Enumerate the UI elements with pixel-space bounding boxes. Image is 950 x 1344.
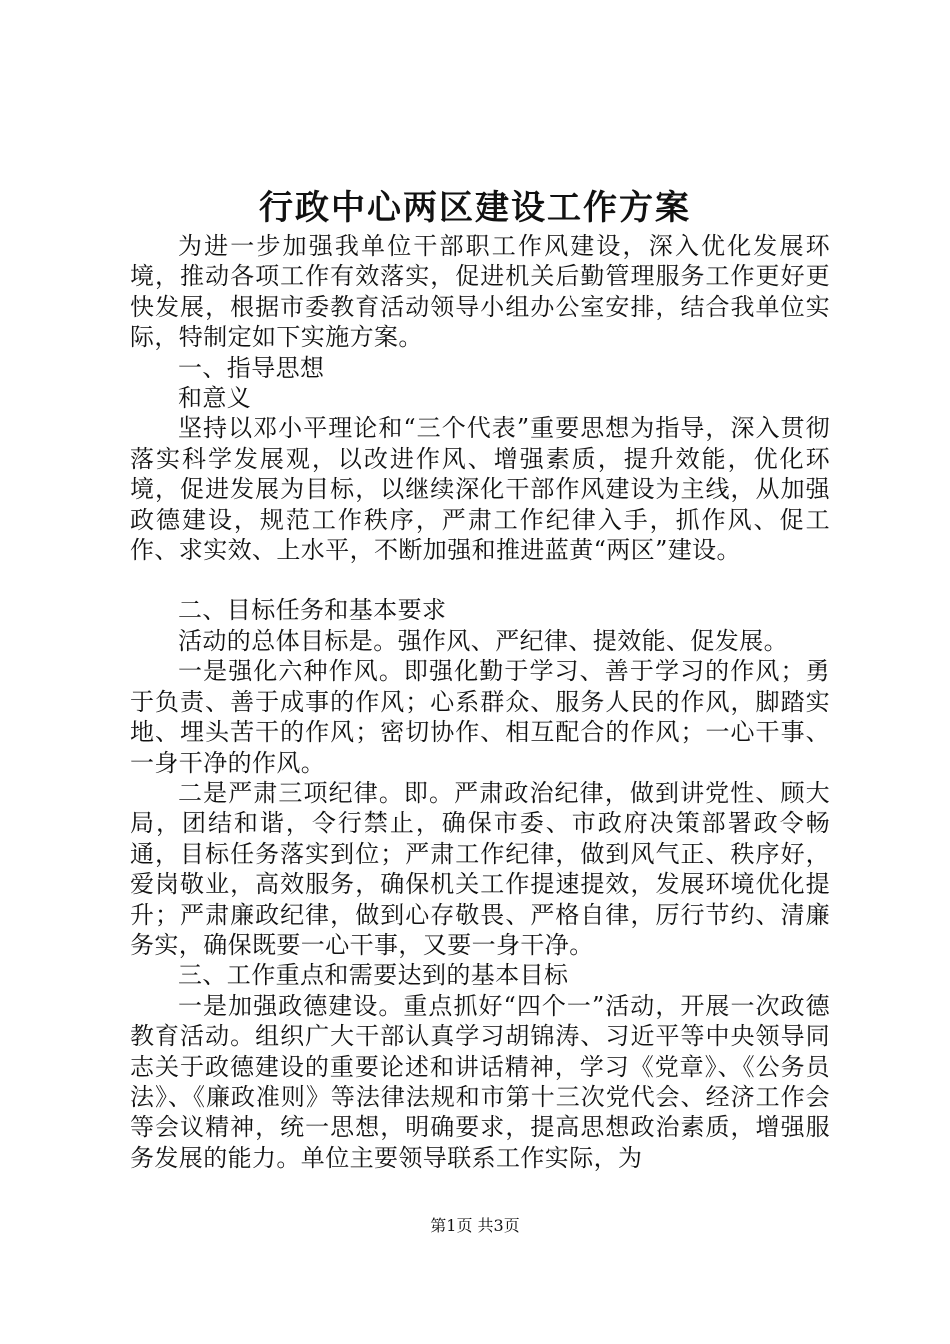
page-number-footer: 第1页 共3页	[430, 1216, 520, 1235]
work-style-paragraph: 一是强化六种作风。即强化勤于学习、善于学习的作风；勇于负责、善于成事的作风；心系群众、服务人民的作风，脚踏实地、埋头苦干的作风；密切协作、相互配合的作风；一心干事、一身干净的作风。	[130, 657, 830, 777]
intro-paragraph: 为进一步加强我单位干部职工作风建设，深入优化发展环境，推动各项工作有效落实，促进机关后勤管理服务工作更好更快发展，根据市委教育活动领导小组办公室安排，结合我单位实际，特制定如下实施方案。	[130, 232, 830, 352]
document-title: 行政中心两区建设工作方案	[259, 188, 691, 228]
political-ethics-paragraph: 一是加强政德建设。重点抓好“四个一”活动，开展一次政德教育活动。组织广大干部认真学习胡锦涛、习近平等中央领导同志关于政德建设的重要论述和讲话精神，学习《党章》、《公务员法》、《廉政准则》等法律法规和市第十三次党代会、经济工作会等会议精神，统一思想，明确要求，提高思想政治素质，增强服务发展的能力。单位主要领导联系工作实际，为	[130, 991, 830, 1172]
document-body	[130, 231, 830, 1173]
section-heading-1: 一、指导思想	[178, 353, 325, 382]
section-heading-1-continued: 和意义	[178, 384, 252, 413]
section-heading-2: 二、目标任务和基本要求	[178, 596, 447, 625]
discipline-paragraph: 二是严肃三项纪律。即。严肃政治纪律，做到讲党性、顾大局，团结和谐，令行禁止，确保市委、市政府决策部署政令畅通，目标任务落实到位；严肃工作纪律，做到风气正、秩序好，爱岗敬业，高效服务，确保机关工作提速提效，发展环境优化提升；严肃廉政纪律，做到心存敬畏、严格自律，厉行节约、清廉务实，确保既要一心干事，又要一身干净。	[130, 778, 830, 959]
section-heading-3: 三、工作重点和需要达到的基本目标	[178, 961, 569, 990]
guiding-principle-paragraph: 坚持以邓小平理论和“三个代表”重要思想为指导，深入贯彻落实科学发展观，以改进作风、增强素质，提升效能，优化环境，促进发展为目标，以继续深化干部作风建设为主线，从加强政德建设，规范工作秩序，严肃工作纪律入手，抓作风、促工作、求实效、上水平，不断加强和推进蓝黄“两区”建设。	[130, 414, 830, 565]
overall-goal-paragraph: 活动的总体目标是。强作风、严纪律、提效能、促发展。	[178, 626, 788, 655]
